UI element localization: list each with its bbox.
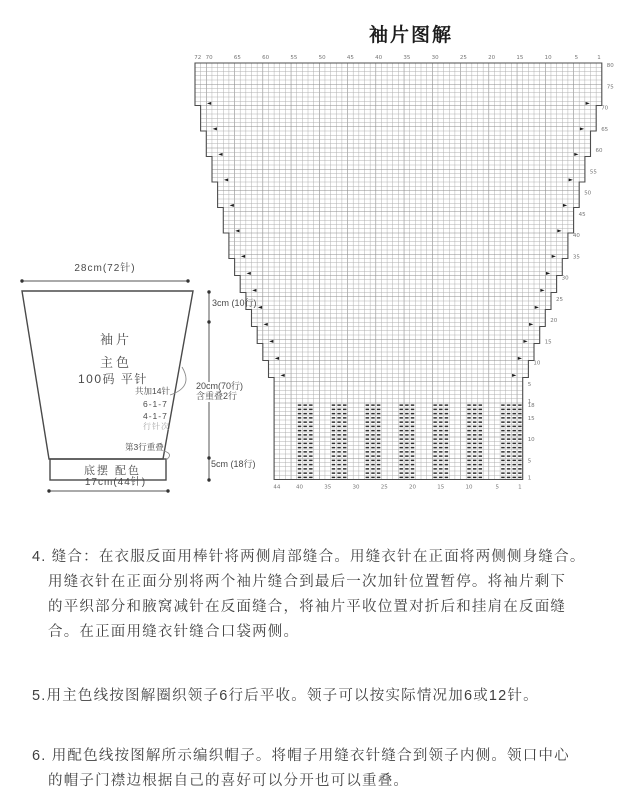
svg-text:1: 1 bbox=[527, 398, 532, 405]
svg-text:5: 5 bbox=[527, 381, 532, 388]
svg-text:1: 1 bbox=[527, 475, 532, 482]
instruction-line: 的帽子门襟边根据自己的喜好可以分开也可以重叠。 bbox=[48, 773, 410, 789]
rate-legend-label: 行针次 bbox=[143, 422, 170, 431]
svg-text:80: 80 bbox=[606, 63, 614, 70]
instruction-item-6 bbox=[32, 744, 614, 794]
svg-text:50: 50 bbox=[318, 55, 326, 61]
svg-text:35: 35 bbox=[324, 484, 332, 491]
svg-text:18: 18 bbox=[527, 403, 535, 410]
instruction-line: 的平织部分和腋窝减针在反面缝合，将袖片平收位置对折后和挂肩在反面缝 bbox=[48, 599, 567, 615]
svg-text:5: 5 bbox=[527, 458, 532, 465]
svg-text:40: 40 bbox=[375, 55, 383, 61]
svg-text:70: 70 bbox=[601, 105, 609, 112]
svg-text:40: 40 bbox=[296, 484, 303, 491]
piece-name-label: 袖片 bbox=[100, 332, 133, 347]
svg-text:45: 45 bbox=[578, 211, 586, 218]
svg-text:10: 10 bbox=[527, 437, 535, 444]
svg-text:40: 40 bbox=[572, 233, 580, 240]
top-width-dimension bbox=[20, 279, 189, 282]
svg-text:50: 50 bbox=[584, 190, 592, 197]
svg-text:35: 35 bbox=[572, 254, 580, 261]
increase-total-label: 共加14针 bbox=[135, 386, 170, 396]
instruction-line: 合。在正面用缝衣针缝合口袋两侧。 bbox=[48, 624, 300, 640]
instruction-line: 5.用主色线按图解圈织领子6行后平收。领子可以按实际情况加6或12针。 bbox=[32, 688, 539, 704]
svg-text:10: 10 bbox=[533, 360, 541, 367]
svg-text:15: 15 bbox=[516, 55, 524, 61]
svg-text:15: 15 bbox=[437, 484, 445, 491]
svg-text:35: 35 bbox=[403, 55, 411, 61]
svg-text:30: 30 bbox=[431, 55, 439, 61]
svg-text:15: 15 bbox=[544, 339, 552, 346]
svg-text:65: 65 bbox=[601, 126, 609, 133]
dim-bottom-label: 5cm (18行) bbox=[211, 459, 256, 469]
svg-text:1: 1 bbox=[597, 55, 601, 61]
svg-text:65: 65 bbox=[233, 55, 241, 61]
increase-rate2-label: 4-1-7 bbox=[143, 411, 168, 421]
svg-text:20: 20 bbox=[488, 55, 496, 61]
svg-text:25: 25 bbox=[380, 484, 388, 491]
svg-text:20: 20 bbox=[409, 484, 416, 491]
svg-text:72: 72 bbox=[194, 55, 202, 61]
svg-text:25: 25 bbox=[556, 296, 563, 303]
svg-text:45: 45 bbox=[346, 55, 354, 61]
instruction-line: 6. 用配色线按图解所示编织帽子。将帽子用缝衣针缝合到领子内侧。领口中心 bbox=[32, 748, 570, 764]
instruction-line: 用缝衣针在正面分别将两个袖片缝合到最后一次加针位置暂停。将袖片剩下 bbox=[48, 574, 567, 590]
svg-text:30: 30 bbox=[561, 275, 569, 282]
instruction-item-4 bbox=[32, 545, 614, 645]
top-width-label: 28cm(72针) bbox=[74, 263, 136, 274]
instruction-item-5 bbox=[32, 684, 614, 709]
svg-text:55: 55 bbox=[589, 169, 597, 176]
overlap-note-label: 第3行重叠 bbox=[125, 442, 164, 452]
dim-middle-label: 20cm(70行) bbox=[196, 381, 244, 391]
page-title: 袖片图解 bbox=[368, 25, 453, 46]
svg-text:75: 75 bbox=[606, 84, 614, 91]
svg-text:1: 1 bbox=[518, 484, 522, 491]
svg-text:15: 15 bbox=[527, 415, 535, 422]
svg-text:30: 30 bbox=[352, 484, 360, 491]
hem-colorway-label: 底摆 配色 bbox=[84, 465, 142, 477]
bottom-width-label: 17cm(44针) bbox=[84, 477, 147, 488]
instruction-line: 4. 缝合：在衣服反面用棒针将两侧肩部缝合。用缝衣针在正面将两侧侧身缝合。 bbox=[32, 549, 586, 565]
bottom-width-dimension bbox=[47, 489, 169, 492]
svg-text:60: 60 bbox=[262, 55, 270, 61]
svg-text:10: 10 bbox=[544, 55, 552, 61]
svg-text:25: 25 bbox=[459, 55, 467, 61]
svg-text:44: 44 bbox=[273, 484, 281, 491]
dim-top-label: 3cm (10行) bbox=[212, 298, 257, 308]
svg-text:70: 70 bbox=[205, 55, 213, 61]
main-color-label: 主色 bbox=[100, 355, 133, 370]
yardage-label: 100码 平针 bbox=[78, 372, 148, 386]
svg-text:20: 20 bbox=[550, 318, 558, 325]
dim-overlap-label: 含重叠2行 bbox=[196, 391, 238, 401]
svg-text:5: 5 bbox=[495, 484, 500, 491]
svg-text:60: 60 bbox=[595, 148, 603, 155]
svg-text:5: 5 bbox=[574, 55, 579, 61]
svg-text:10: 10 bbox=[465, 484, 473, 491]
svg-text:55: 55 bbox=[290, 55, 298, 61]
increase-rate1-label: 6-1-7 bbox=[143, 399, 168, 409]
sleeve-schematic bbox=[0, 255, 262, 509]
